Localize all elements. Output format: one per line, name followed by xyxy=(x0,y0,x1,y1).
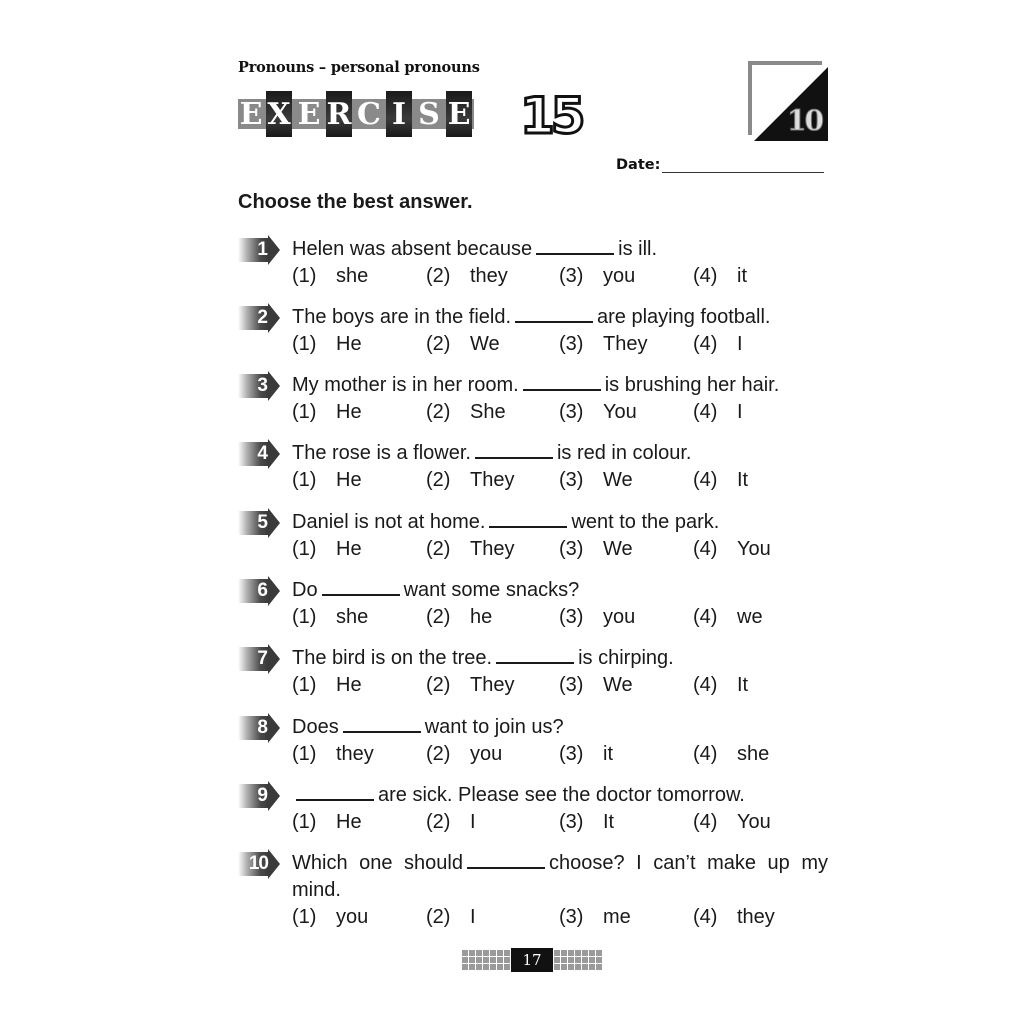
option-text: they xyxy=(737,906,775,928)
option-text: you xyxy=(603,606,636,628)
question-number-marker xyxy=(238,781,282,811)
question-text-before: The bird is on the tree. xyxy=(292,647,493,669)
option-label: (2) xyxy=(426,401,451,423)
topic-heading: Pronouns – personal pronouns xyxy=(238,59,480,76)
option-label: (1) xyxy=(292,333,317,355)
answer-blank[interactable] xyxy=(515,305,593,323)
option-label: (1) xyxy=(292,811,317,833)
option-label: (4) xyxy=(693,743,718,765)
footer-decoration xyxy=(554,950,602,970)
option-label: (1) xyxy=(292,906,317,928)
exercise-letter: S xyxy=(418,96,440,132)
question-number-marker xyxy=(238,644,282,674)
option-text: He xyxy=(336,811,362,833)
question-text-after: is brushing her hair. xyxy=(604,374,780,396)
option-label: (3) xyxy=(559,265,584,287)
exercise-number: 15 xyxy=(520,87,582,145)
answer-option[interactable] xyxy=(292,536,362,563)
option-text: they xyxy=(470,265,508,287)
question-number-marker xyxy=(238,849,282,879)
question-number: 2 xyxy=(257,307,268,328)
option-text: We xyxy=(470,333,500,355)
answer-option[interactable] xyxy=(693,263,747,290)
answer-option[interactable] xyxy=(559,604,635,631)
question-number: 5 xyxy=(257,512,268,533)
answer-option[interactable] xyxy=(426,672,514,699)
arrow-icon xyxy=(268,508,280,538)
question-text xyxy=(292,850,828,904)
footer-decoration xyxy=(462,950,510,970)
option-text: He xyxy=(336,674,362,696)
answer-option[interactable] xyxy=(693,536,771,563)
question-text-before: The boys are in the field. xyxy=(292,306,512,328)
question-number-marker xyxy=(238,371,282,401)
answer-blank[interactable] xyxy=(343,715,421,733)
option-label: (2) xyxy=(426,333,451,355)
question-text xyxy=(292,645,828,672)
answer-option[interactable] xyxy=(292,809,362,836)
option-text: They xyxy=(470,538,515,560)
option-label: (3) xyxy=(559,469,584,491)
question-text-before: My mother is in her room. xyxy=(292,374,519,396)
question-text-after: is ill. xyxy=(618,238,658,260)
question-text-after: went to the park. xyxy=(571,511,720,533)
answer-option[interactable] xyxy=(426,331,500,358)
option-label: (4) xyxy=(693,811,718,833)
answer-option[interactable] xyxy=(426,604,492,631)
arrow-icon xyxy=(268,849,280,879)
question-text-after: is chirping. xyxy=(578,647,674,669)
answer-option[interactable] xyxy=(559,331,647,358)
option-text: He xyxy=(336,469,362,491)
option-label: (2) xyxy=(426,606,451,628)
question-number-marker xyxy=(238,508,282,538)
option-label: (3) xyxy=(559,538,584,560)
option-text: you xyxy=(470,743,503,765)
option-label: (2) xyxy=(426,743,451,765)
exercise-letter: X xyxy=(266,91,292,137)
answer-option[interactable] xyxy=(559,263,635,290)
option-text: she xyxy=(737,743,770,765)
exercise-letter: E xyxy=(239,96,263,132)
answer-option[interactable] xyxy=(292,331,362,358)
option-label: (4) xyxy=(693,333,718,355)
option-text: He xyxy=(336,333,362,355)
question-text-after: want to join us? xyxy=(424,716,564,738)
question-text xyxy=(292,509,828,536)
option-label: (3) xyxy=(559,811,584,833)
option-text: They xyxy=(603,333,648,355)
answer-option[interactable] xyxy=(559,399,637,426)
option-label: (1) xyxy=(292,401,317,423)
answer-option[interactable] xyxy=(559,467,633,494)
question-number: 3 xyxy=(257,375,268,396)
answer-option[interactable] xyxy=(559,536,633,563)
question-text xyxy=(292,440,828,467)
option-label: (4) xyxy=(693,906,718,928)
question-number-marker xyxy=(238,576,282,606)
option-label: (4) xyxy=(693,538,718,560)
option-text: she xyxy=(336,265,369,287)
exercise-letter: I xyxy=(386,91,412,137)
option-label: (4) xyxy=(693,674,718,696)
option-label: (4) xyxy=(693,401,718,423)
question-number: 4 xyxy=(257,443,268,464)
option-label: (1) xyxy=(292,606,317,628)
option-label: (2) xyxy=(426,538,451,560)
arrow-icon xyxy=(268,644,280,674)
option-text: He xyxy=(336,538,362,560)
option-label: (1) xyxy=(292,538,317,560)
answer-option[interactable] xyxy=(426,263,508,290)
question-number-marker xyxy=(238,303,282,333)
level-frame xyxy=(748,61,822,65)
question-text-after: is red in colour. xyxy=(556,442,692,464)
exercise-banner xyxy=(238,91,474,137)
option-label: (1) xyxy=(292,743,317,765)
answer-option[interactable] xyxy=(559,741,613,768)
answer-blank[interactable] xyxy=(322,578,400,596)
answer-blank[interactable] xyxy=(296,783,374,801)
question-text xyxy=(292,577,828,604)
answer-option[interactable] xyxy=(426,467,514,494)
page-footer xyxy=(462,948,602,972)
question-text-before: Do xyxy=(292,579,318,601)
option-text: They xyxy=(470,469,515,491)
option-text: you xyxy=(603,265,636,287)
answer-blank[interactable] xyxy=(536,237,614,255)
option-text: it xyxy=(603,743,613,765)
arrow-icon xyxy=(268,439,280,469)
answer-option[interactable] xyxy=(693,809,771,836)
option-label: (4) xyxy=(693,469,718,491)
question-text-after: want some snacks? xyxy=(403,579,580,601)
question-text xyxy=(292,372,828,399)
answer-option[interactable] xyxy=(693,741,769,768)
question-text-before: The rose is a flower. xyxy=(292,442,471,464)
option-text: I xyxy=(737,401,743,423)
exercise-letter: C xyxy=(357,96,381,132)
answer-option[interactable] xyxy=(693,399,743,426)
question-number: 9 xyxy=(257,785,268,806)
answer-option[interactable] xyxy=(693,604,763,631)
option-label: (2) xyxy=(426,469,451,491)
answer-option[interactable] xyxy=(559,809,614,836)
answer-option[interactable] xyxy=(693,904,775,931)
question-text xyxy=(292,236,828,263)
question-number: 8 xyxy=(257,717,268,738)
option-text: You xyxy=(737,538,771,560)
option-label: (3) xyxy=(559,674,584,696)
option-label: (2) xyxy=(426,906,451,928)
answer-option[interactable] xyxy=(426,741,502,768)
instruction: Choose the best answer. xyxy=(238,191,473,213)
answer-blank[interactable] xyxy=(496,646,574,664)
page-number: 17 xyxy=(511,948,553,972)
answer-option[interactable] xyxy=(426,809,476,836)
option-text: It xyxy=(737,469,749,491)
question-number-marker xyxy=(238,713,282,743)
option-text: We xyxy=(603,469,633,491)
option-text: She xyxy=(470,401,506,423)
question-text-before: Daniel is not at home. xyxy=(292,511,486,533)
answer-option[interactable] xyxy=(292,672,362,699)
question-text-after: choose? I can’t make up my mind. xyxy=(292,852,828,901)
exercise-letter: E xyxy=(297,96,321,132)
question-number-marker xyxy=(238,439,282,469)
option-text: she xyxy=(336,606,369,628)
arrow-icon xyxy=(268,303,280,333)
option-text: They xyxy=(470,674,515,696)
question-text xyxy=(292,782,828,809)
question-text xyxy=(292,304,828,331)
option-label: (1) xyxy=(292,674,317,696)
option-label: (2) xyxy=(426,265,451,287)
question-text-before: Which one should xyxy=(292,852,463,874)
option-label: (3) xyxy=(559,743,584,765)
question-number: 1 xyxy=(257,239,268,260)
answer-blank[interactable] xyxy=(489,510,567,528)
option-label: (1) xyxy=(292,265,317,287)
question-text-before: Helen was absent because xyxy=(292,238,533,260)
question-text-before: Does xyxy=(292,716,339,738)
date-field xyxy=(616,157,824,173)
option-text: me xyxy=(603,906,631,928)
answer-option[interactable] xyxy=(292,467,362,494)
option-text: it xyxy=(737,265,747,287)
answer-blank[interactable] xyxy=(467,851,545,869)
answer-option[interactable] xyxy=(426,536,514,563)
answer-option[interactable] xyxy=(292,741,374,768)
arrow-icon xyxy=(268,781,280,811)
option-label: (1) xyxy=(292,469,317,491)
arrow-icon xyxy=(268,713,280,743)
option-label: (3) xyxy=(559,401,584,423)
level-badge xyxy=(748,61,828,141)
option-text: It xyxy=(737,674,749,696)
option-text: He xyxy=(336,401,362,423)
arrow-icon xyxy=(268,576,280,606)
answer-option[interactable] xyxy=(292,399,362,426)
answer-blank[interactable] xyxy=(523,373,601,391)
answer-option[interactable] xyxy=(426,399,506,426)
level-number: 10 xyxy=(787,104,822,137)
question-number: 7 xyxy=(257,648,268,669)
level-frame xyxy=(748,61,752,135)
answer-option[interactable] xyxy=(693,672,748,699)
option-text: We xyxy=(603,674,633,696)
option-label: (4) xyxy=(693,606,718,628)
answer-blank[interactable] xyxy=(475,441,553,459)
answer-option[interactable] xyxy=(426,904,476,931)
exercise-letter: R xyxy=(326,91,352,137)
option-text: I xyxy=(470,906,476,928)
question-text-after: are playing football. xyxy=(597,306,771,328)
answer-option[interactable] xyxy=(559,904,631,931)
option-label: (4) xyxy=(693,265,718,287)
option-text: you xyxy=(336,906,369,928)
answer-option[interactable] xyxy=(292,604,368,631)
option-text: I xyxy=(470,811,476,833)
date-label: Date: xyxy=(616,157,661,173)
option-text: It xyxy=(603,811,615,833)
answer-option[interactable] xyxy=(559,672,633,699)
answer-option[interactable] xyxy=(292,263,368,290)
option-label: (2) xyxy=(426,674,451,696)
question-text-after: are sick. Please see the doctor tomorrow. xyxy=(378,784,745,806)
option-label: (3) xyxy=(559,333,584,355)
date-input-line[interactable] xyxy=(662,158,824,173)
answer-option[interactable] xyxy=(693,331,743,358)
option-text: they xyxy=(336,743,374,765)
option-text: You xyxy=(603,401,637,423)
question-text xyxy=(292,714,828,741)
option-label: (2) xyxy=(426,811,451,833)
arrow-icon xyxy=(268,371,280,401)
option-text: I xyxy=(737,333,743,355)
option-label: (3) xyxy=(559,606,584,628)
arrow-icon xyxy=(268,235,280,265)
option-text: we xyxy=(737,606,763,628)
option-text: You xyxy=(737,811,771,833)
answer-option[interactable] xyxy=(693,467,748,494)
question-number-marker xyxy=(238,235,282,265)
question-number: 10 xyxy=(248,853,268,874)
answer-option[interactable] xyxy=(292,904,368,931)
question-number: 6 xyxy=(257,580,268,601)
option-text: he xyxy=(470,606,493,628)
option-text: We xyxy=(603,538,633,560)
exercise-letter: E xyxy=(446,91,472,137)
option-label: (3) xyxy=(559,906,584,928)
